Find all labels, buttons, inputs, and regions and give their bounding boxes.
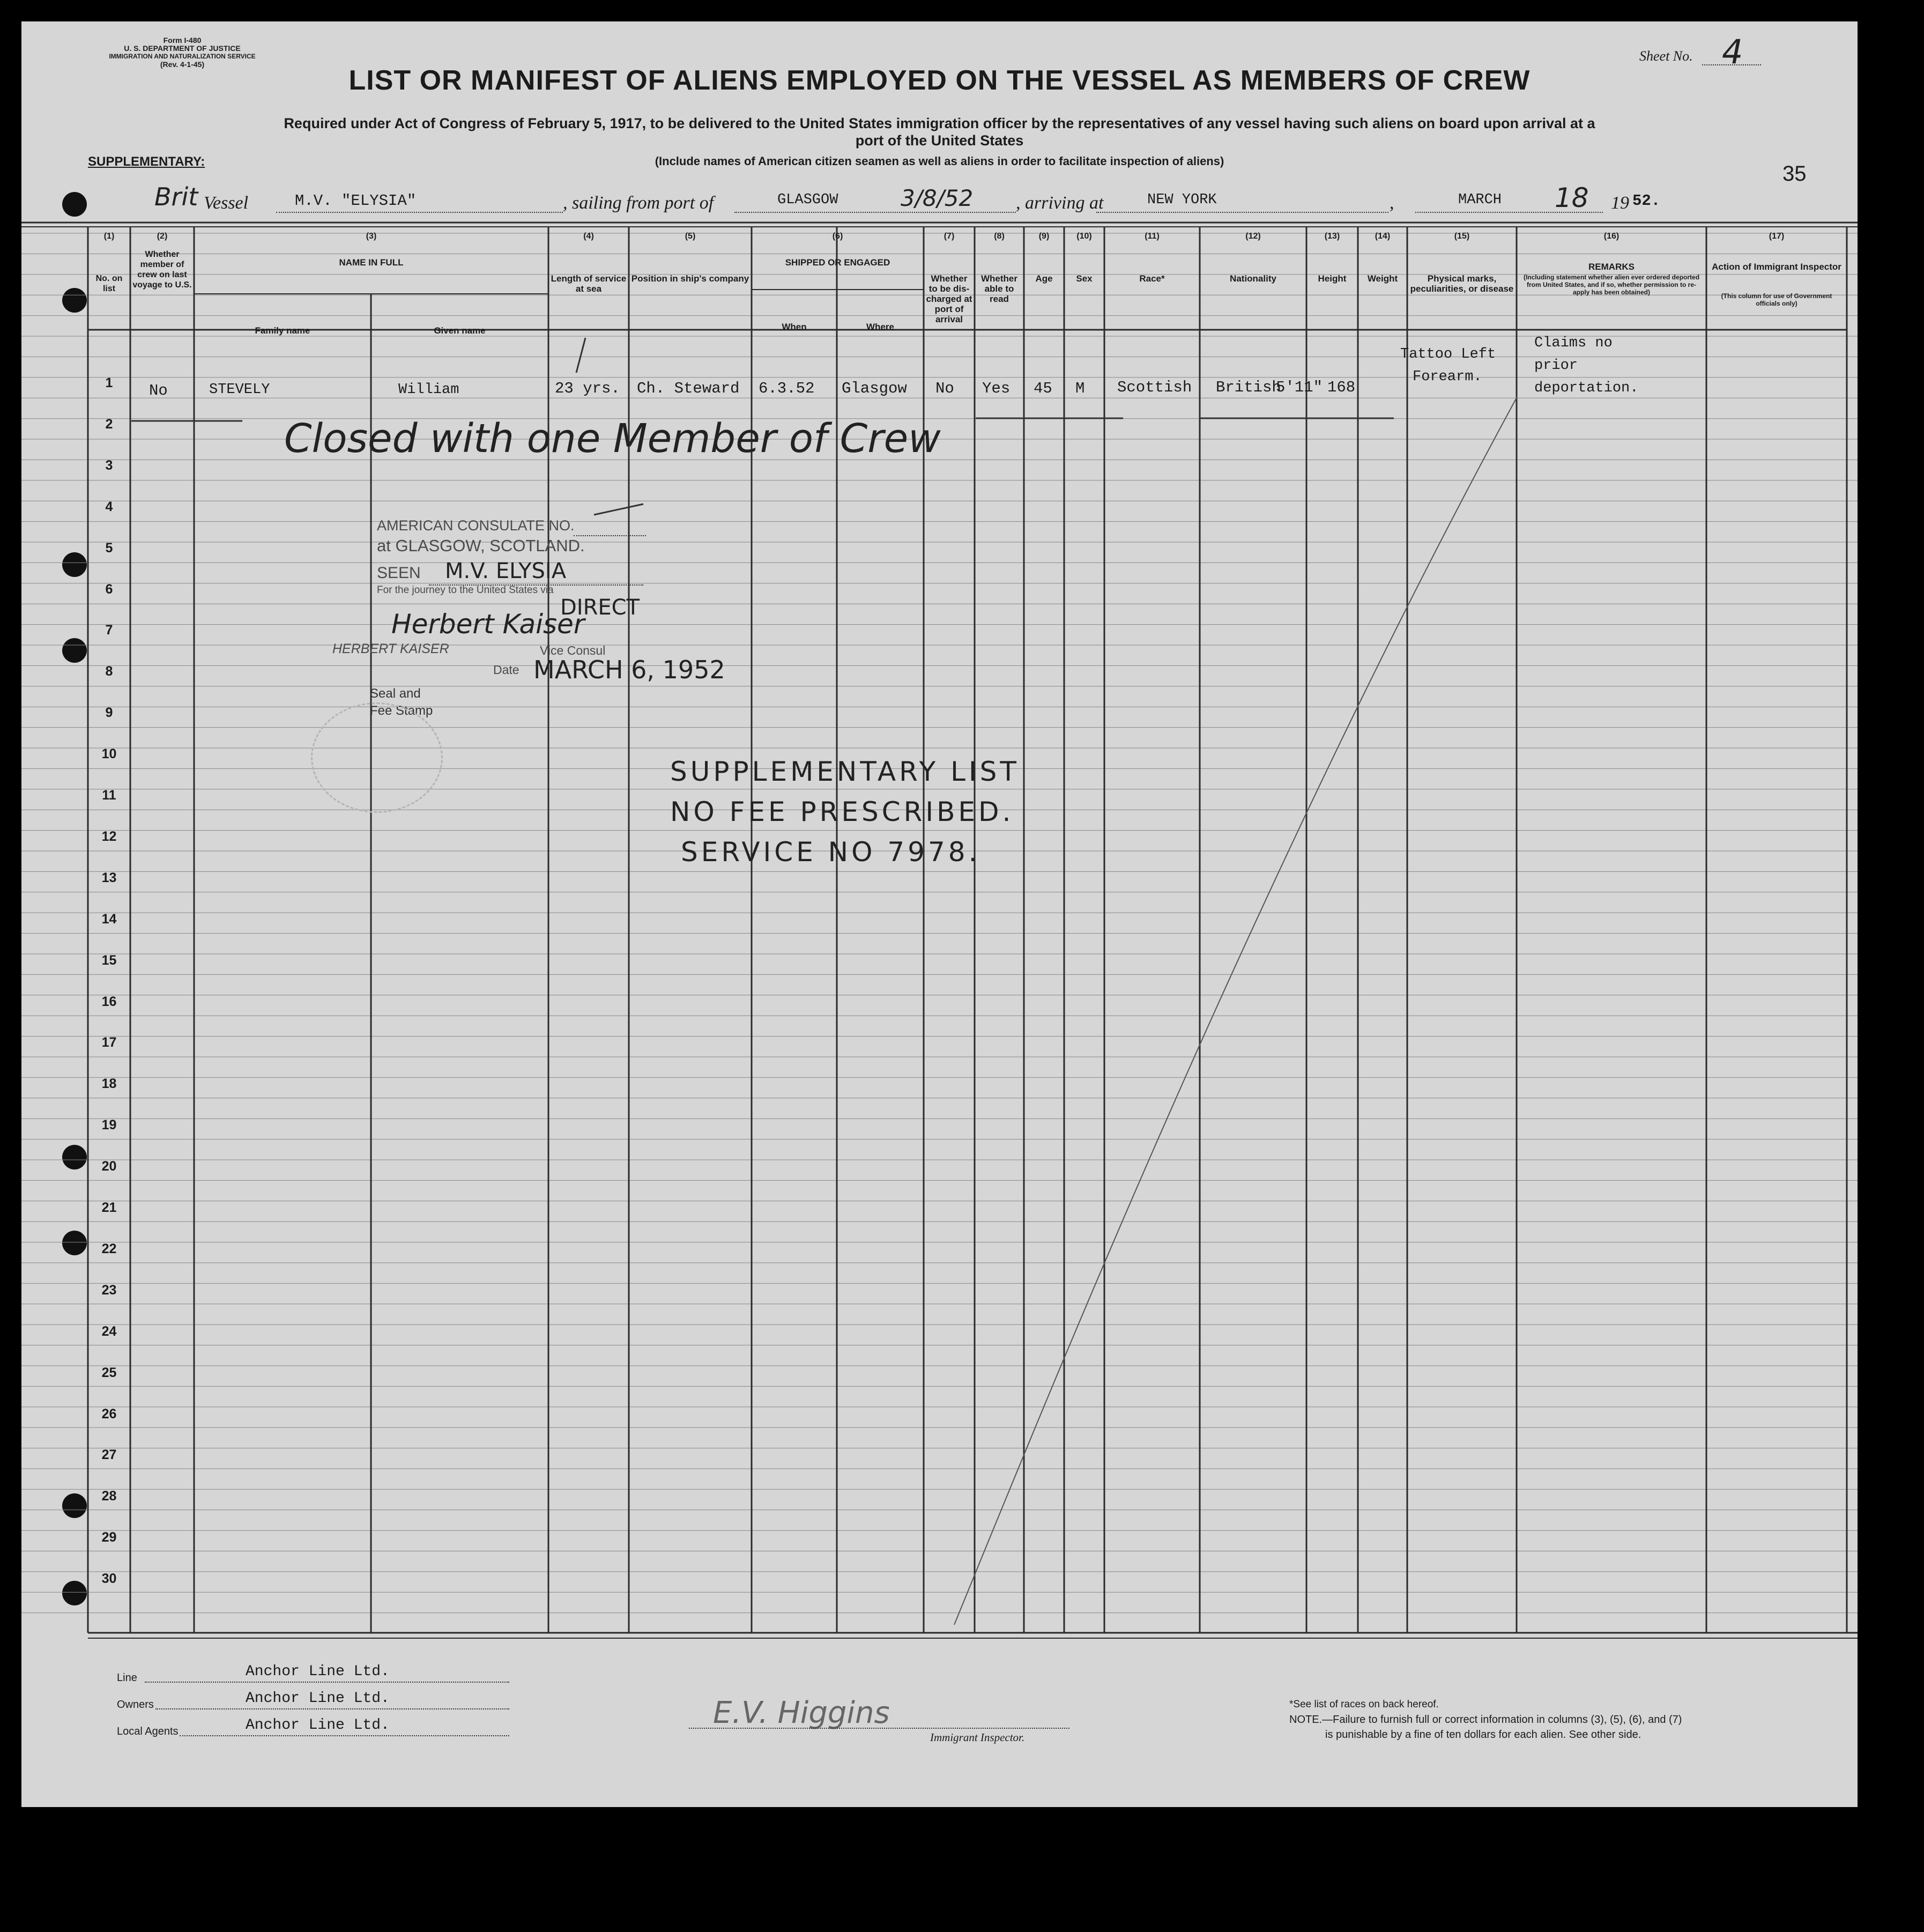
- column-sublabel: Family name: [255, 325, 310, 336]
- footer-line-underline: [145, 1682, 509, 1683]
- column-label: SHIPPED OR ENGAGED: [785, 257, 890, 268]
- row-number: 1: [105, 375, 113, 390]
- stamp-seal-1: Seal and: [370, 686, 421, 701]
- cell-family-name: STEVELY: [209, 382, 270, 398]
- footer-agents-value: Anchor Line Ltd.: [246, 1717, 390, 1734]
- column-number: (14): [1375, 232, 1391, 241]
- footer-agents-underline: [180, 1735, 509, 1736]
- row-number: 6: [105, 581, 113, 597]
- column-number: (6): [832, 232, 843, 241]
- arrival-month: MARCH: [1458, 192, 1502, 208]
- column-number: (8): [994, 232, 1005, 241]
- footer-owners-label: Owners: [117, 1699, 154, 1711]
- column-note: (This column for use of Government officials only): [1721, 292, 1832, 307]
- column-number: (4): [583, 232, 594, 241]
- column-label: No. on list: [95, 274, 123, 293]
- comma: ,: [1390, 193, 1394, 213]
- row-number: 11: [102, 788, 116, 803]
- column-number: (11): [1145, 232, 1160, 241]
- column-label: Sex: [1076, 273, 1093, 284]
- cell-marks-2: Forearm.: [1413, 369, 1482, 385]
- row-number: 15: [101, 952, 117, 968]
- cell-given-name: William: [398, 382, 459, 398]
- row-number: 8: [105, 664, 113, 679]
- footer-owners-value: Anchor Line Ltd.: [246, 1690, 390, 1707]
- column-number: (15): [1454, 232, 1470, 241]
- row-number: 18: [101, 1076, 117, 1092]
- column-sublabel: When: [782, 322, 807, 332]
- column-label: Race*: [1139, 273, 1165, 284]
- column-label: Whether member of crew on last voyage to U.S.: [132, 250, 192, 290]
- stamp-seal-2: Fee Stamp: [370, 704, 433, 718]
- column-label: Height: [1318, 273, 1347, 284]
- column-number: (7): [944, 232, 955, 241]
- inspector-signature: E.V. Higgins: [713, 1696, 890, 1730]
- cell-nationality: British: [1216, 379, 1281, 396]
- row-number: 22: [101, 1241, 117, 1256]
- sailing-port: GLASGOW: [777, 192, 838, 208]
- cell-last-voyage: No: [149, 382, 168, 399]
- manifest-paper: [21, 21, 1858, 1807]
- column-sublabel: Where: [866, 322, 894, 332]
- row-number: 12: [101, 828, 117, 844]
- column-note: (Including statement whether alien ever ordered deported from United States, and if so, whether permission to re-apply has been obtained): [1523, 273, 1700, 296]
- row-number: 4: [105, 499, 113, 514]
- row-number: 16: [101, 994, 117, 1009]
- inspector-underline: [689, 1728, 1069, 1729]
- row-number: 19: [101, 1117, 117, 1133]
- cell-remarks-2: prior: [1534, 358, 1578, 374]
- supplementary-note-1: SUPPLEMENTARY LIST: [670, 756, 1020, 787]
- column-number: (2): [157, 232, 168, 241]
- arriving-label: , arriving at: [1016, 193, 1104, 213]
- subtitle-note: (Include names of American citizen seamen as well as aliens in order to facilitate inspection of aliens): [655, 154, 1224, 168]
- stamp-date: MARCH 6, 1952: [533, 655, 725, 684]
- column-number: (17): [1769, 232, 1785, 241]
- row-number: 13: [101, 870, 117, 885]
- year-prefix: 19: [1611, 193, 1629, 213]
- cell-marks-1: Tattoo Left: [1400, 346, 1496, 362]
- column-label: REMARKS: [1588, 262, 1635, 272]
- page-number: 35: [1782, 162, 1807, 186]
- row-number: 28: [101, 1489, 117, 1504]
- row-number: 9: [105, 705, 113, 721]
- cell-age: 45: [1034, 380, 1052, 397]
- stamp-consulate: AMERICAN CONSULATE NO.: [377, 517, 575, 534]
- column-label: Action of Immigrant Inspector: [1712, 262, 1841, 272]
- cell-service: 23 yrs.: [555, 380, 620, 397]
- row-number: 5: [105, 540, 113, 556]
- supplementary-note-2: NO FEE PRESCRIBED.: [670, 796, 1014, 827]
- row-number: 2: [105, 416, 113, 432]
- row-number: 23: [101, 1282, 117, 1298]
- cell-sex: M: [1075, 380, 1085, 397]
- vessel-name: M.V. "ELYSIA": [295, 192, 417, 210]
- fine-note-1: NOTE.—Failure to furnish full or correct information in columns (3), (5), (6), and (7): [1289, 1714, 1682, 1726]
- column-number: (3): [366, 232, 377, 241]
- stamp-date-label: Date: [493, 663, 519, 677]
- footer-agents-label: Local Agents: [117, 1726, 179, 1737]
- subtitle-line1: Required under Act of Congress of February 5, 1917, to be delivered to the United States immigration officer by the representatives of any vessel having such aliens on board upon arrival at a: [284, 115, 1595, 131]
- column-label: Physical marks, peculiarities, or disease: [1410, 273, 1514, 294]
- row-number: 21: [101, 1200, 117, 1215]
- column-number: (16): [1603, 232, 1620, 241]
- cell-where: Glasgow: [842, 380, 907, 397]
- column-number: (13): [1324, 232, 1340, 241]
- footer-owners-underline: [155, 1708, 509, 1709]
- cell-remarks-1: Claims no: [1534, 335, 1613, 351]
- race-note: *See list of races on back hereof.: [1289, 1699, 1439, 1710]
- supplementary-note-3: SERVICE NO 7978.: [681, 837, 980, 868]
- sheet-label: Sheet No.: [1639, 48, 1693, 64]
- column-label: Position in ship's company: [631, 273, 749, 284]
- arrival-day: 18: [1555, 182, 1589, 213]
- department: U. S. DEPARTMENT OF JUSTICE: [124, 44, 241, 53]
- column-number: (5): [685, 232, 696, 241]
- row-number: 24: [101, 1323, 117, 1339]
- subtitle-line2: port of the United States: [855, 132, 1024, 149]
- column-number: (12): [1245, 232, 1261, 241]
- consul-signature: Herbert Kaiser: [391, 609, 585, 640]
- column-number: (1): [103, 232, 115, 241]
- revision: (Rev. 4-1-45): [160, 60, 205, 69]
- column-label: Length of service at sea: [551, 273, 627, 294]
- sailing-label: , sailing from port of: [563, 193, 714, 213]
- fine-note-2: is punishable by a fine of ten dollars for each alien. See other side.: [1325, 1729, 1641, 1741]
- column-label: NAME IN FULL: [339, 257, 404, 268]
- cell-when: 6.3.52: [759, 380, 815, 397]
- row-number: 29: [101, 1530, 117, 1545]
- row-number: 10: [101, 746, 117, 762]
- service-name: IMMIGRATION AND NATURALIZATION SERVICE: [109, 53, 256, 60]
- cell-position: Ch. Steward: [637, 380, 740, 397]
- consul-title: Vice Consul: [540, 643, 606, 657]
- column-label: Whether able to read: [981, 273, 1017, 304]
- stamp-via: DIRECT: [560, 595, 640, 620]
- row-number: 20: [101, 1159, 117, 1174]
- supplementary-label: SUPPLEMENTARY:: [88, 154, 205, 169]
- arrival-year: 52.: [1632, 192, 1661, 210]
- vessel-prefix: Brit: [154, 182, 198, 211]
- arrival-port: NEW YORK: [1147, 192, 1217, 208]
- stamp-seen-label: SEEN: [377, 564, 421, 582]
- footer-line-label: Line: [117, 1672, 137, 1684]
- row-number: 3: [105, 457, 113, 473]
- form-number: Form I-480: [163, 36, 202, 45]
- cell-race: Scottish: [1117, 379, 1192, 396]
- row-number: 27: [101, 1447, 117, 1463]
- row-number: 17: [101, 1035, 117, 1050]
- cell-discharged: No: [935, 380, 954, 397]
- consul-name: HERBERT KAISER: [332, 641, 449, 656]
- stamp-seen-vessel: M.V. ELYSIA: [445, 559, 567, 583]
- page-title: LIST OR MANIFEST OF ALIENS EMPLOYED ON THE VESSEL AS MEMBERS OF CREW: [348, 65, 1531, 96]
- column-label: Nationality: [1230, 273, 1276, 284]
- cell-read: Yes: [982, 380, 1011, 397]
- column-label: Age: [1035, 273, 1053, 284]
- closed-note: Closed with one Member of Crew: [284, 416, 941, 462]
- row-number: 14: [101, 911, 117, 927]
- cell-height: 5'11": [1276, 379, 1323, 396]
- row-number: 7: [105, 623, 113, 638]
- vessel-label: Vessel: [204, 193, 249, 213]
- row-number: 30: [101, 1571, 117, 1587]
- column-label: Whether to be dis-charged at port of arrival: [926, 273, 972, 324]
- footer-line-value: Anchor Line Ltd.: [246, 1663, 390, 1680]
- seal-emboss: [311, 702, 443, 813]
- row-number: 25: [101, 1365, 117, 1380]
- column-sublabel: Given name: [434, 325, 486, 336]
- cell-weight: 168: [1327, 379, 1356, 396]
- row-number: 26: [101, 1406, 117, 1422]
- sheet-number: 4: [1722, 32, 1743, 71]
- column-label: Weight: [1367, 273, 1398, 284]
- inspector-label: Immigrant Inspector.: [930, 1731, 1025, 1744]
- cell-remarks-3: deportation.: [1534, 380, 1639, 396]
- stamp-city: at GLASGOW, SCOTLAND.: [377, 536, 585, 555]
- column-number: (10): [1076, 232, 1092, 241]
- stamp-journey: For the journey to the United States via: [377, 584, 554, 596]
- column-number: (9): [1038, 232, 1050, 241]
- sailing-date: 3/8/52: [901, 185, 974, 211]
